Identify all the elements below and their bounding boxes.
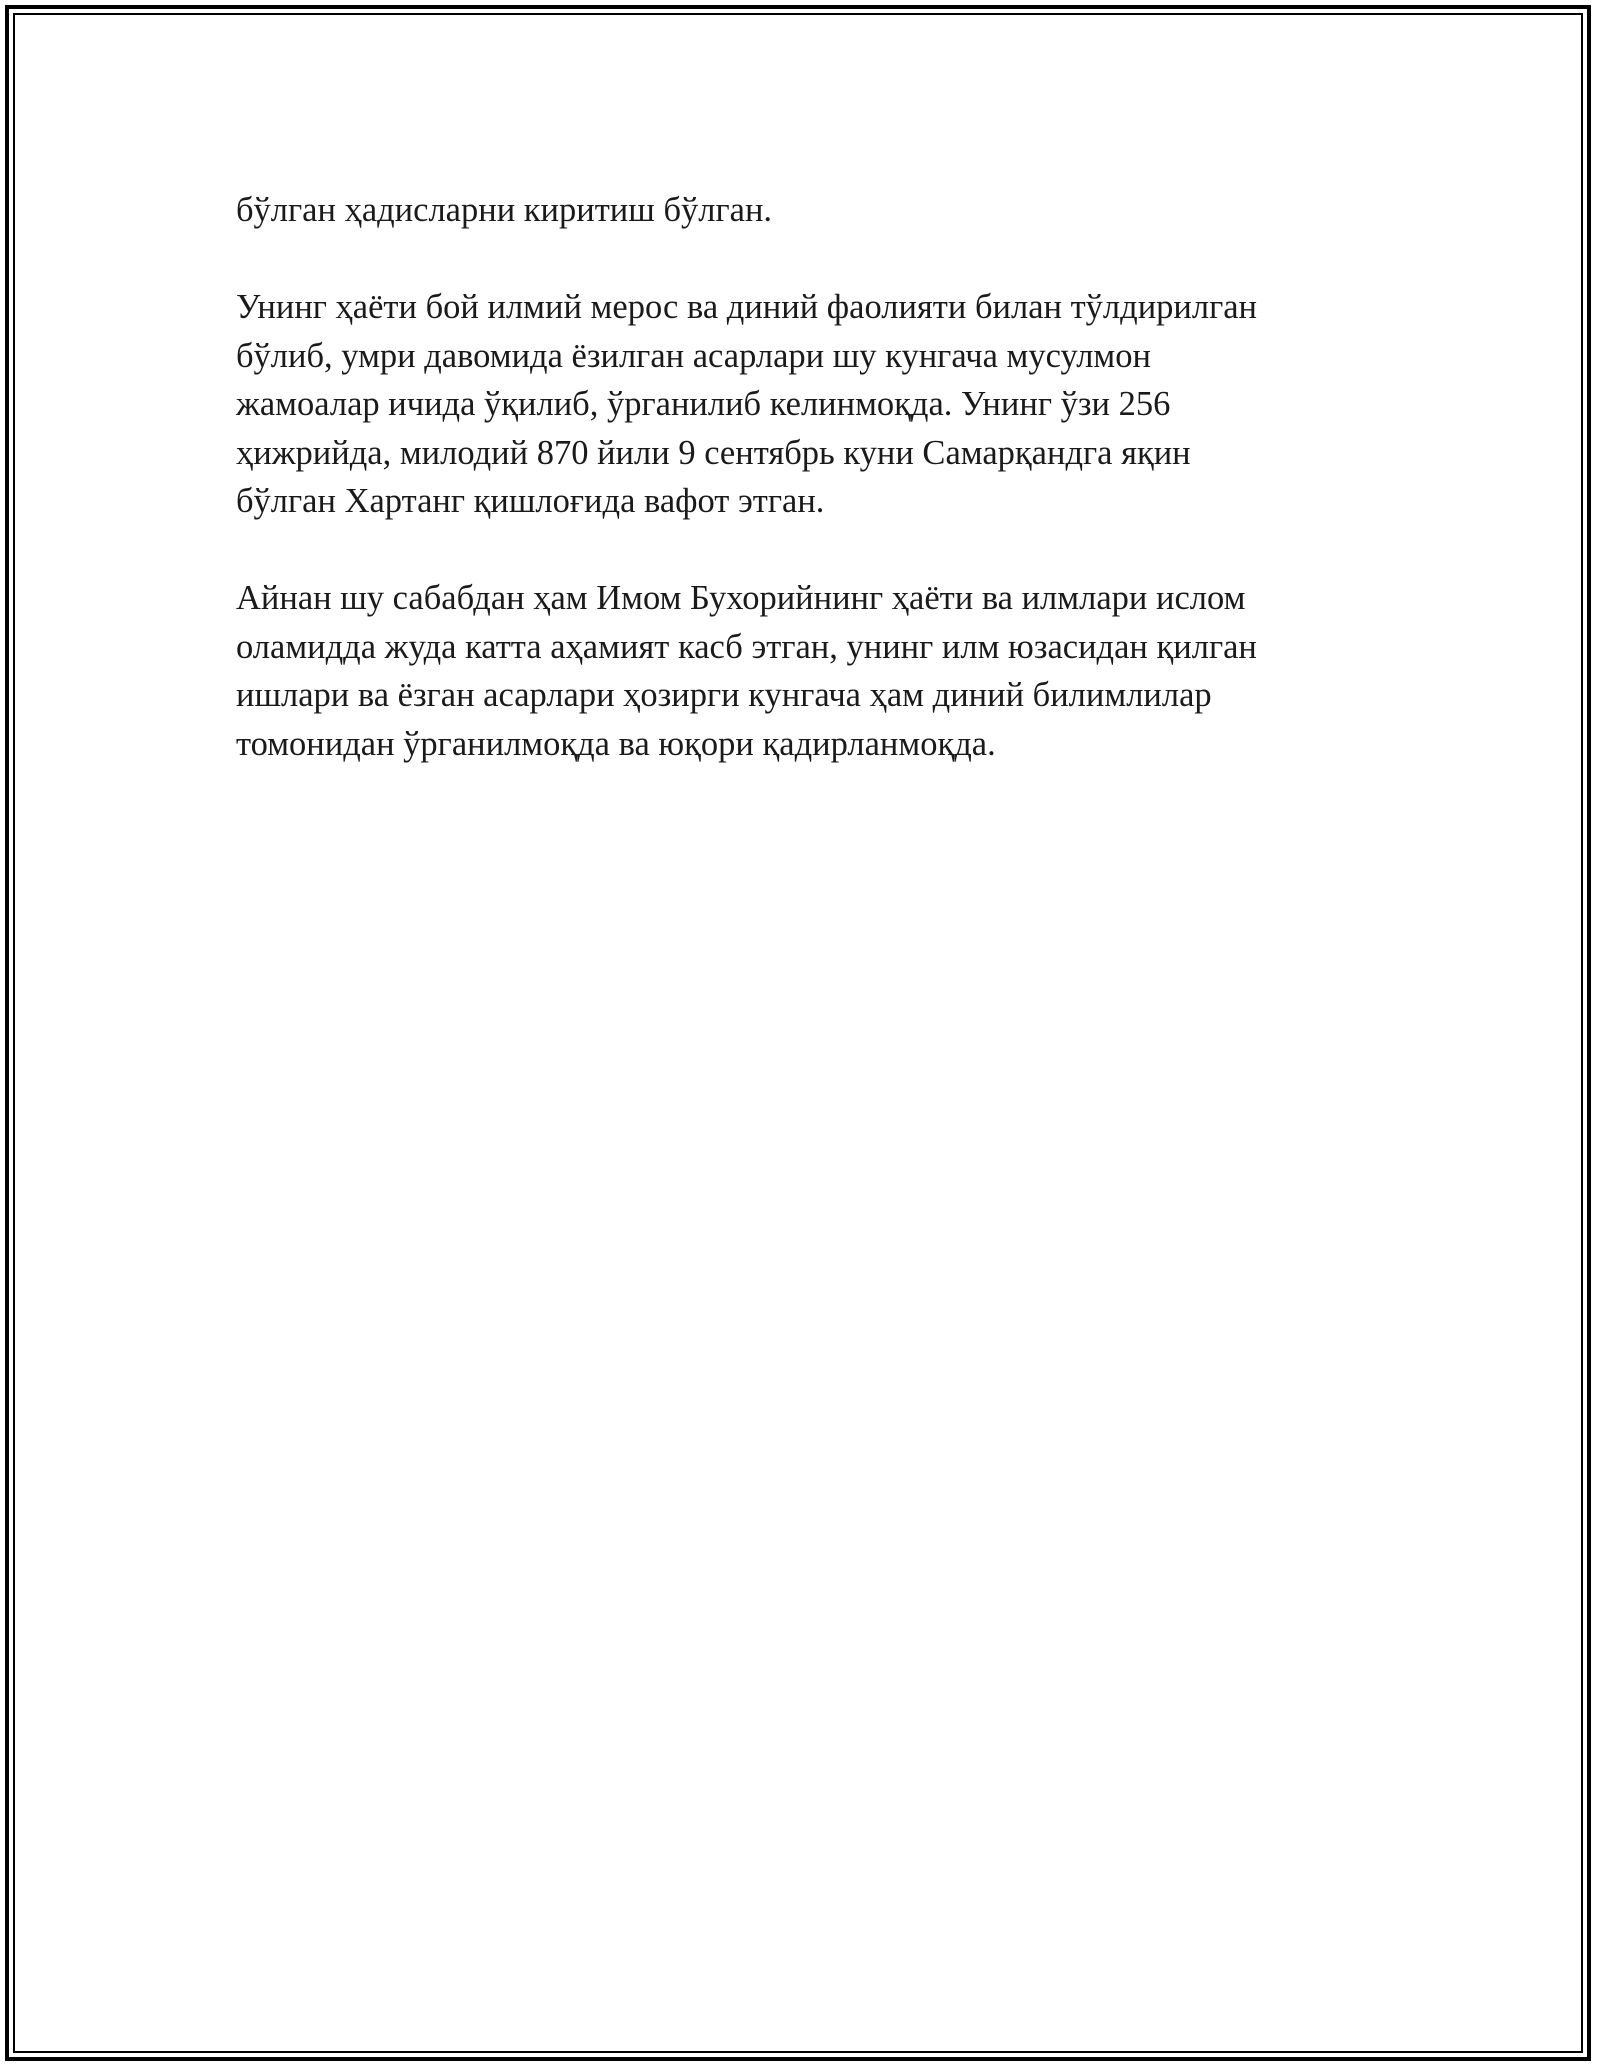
text-line: томонидан ўрганилмоқда ва юқори қадирланмоқда. — [236, 724, 996, 763]
text-line: жамоалар ичида ўқилиб, ўрганилиб келинмоқда. Унинг ўзи 256 — [236, 385, 1171, 423]
text-line: ишлари ва ёзган асарлари ҳозирги кунгача ҳам диний билимлилар — [236, 676, 1212, 714]
paragraph-1 — [236, 186, 1386, 235]
text-line: Унинг ҳаёти бой илмий мерос ва диний фаолияти билан тўлдирилган — [236, 288, 1258, 326]
text-line: оламидда жуда катта аҳамият касб этган, унинг илм юзасидан қилган — [236, 627, 1257, 666]
text-line: ҳижрийда, милодий 870 йили 9 сентябрь куни Самарқандга яқин — [236, 433, 1191, 472]
text-line: бўлиб, умри давомида ёзилган асарлари шу кунгача мусулмон — [236, 336, 1151, 375]
text-line: Айнан шу сабабдан ҳам Имом Бухорийнинг ҳаёти ва илмлари ислом — [236, 579, 1246, 617]
document-body — [236, 186, 1386, 817]
paragraph-3 — [236, 574, 1386, 768]
text-line: бўлган Хартанг қишлоғида вафот этган. — [236, 482, 825, 520]
paragraph-2 — [236, 283, 1386, 526]
text-line: бўлган ҳадисларни киритиш бўлган. — [236, 191, 773, 229]
